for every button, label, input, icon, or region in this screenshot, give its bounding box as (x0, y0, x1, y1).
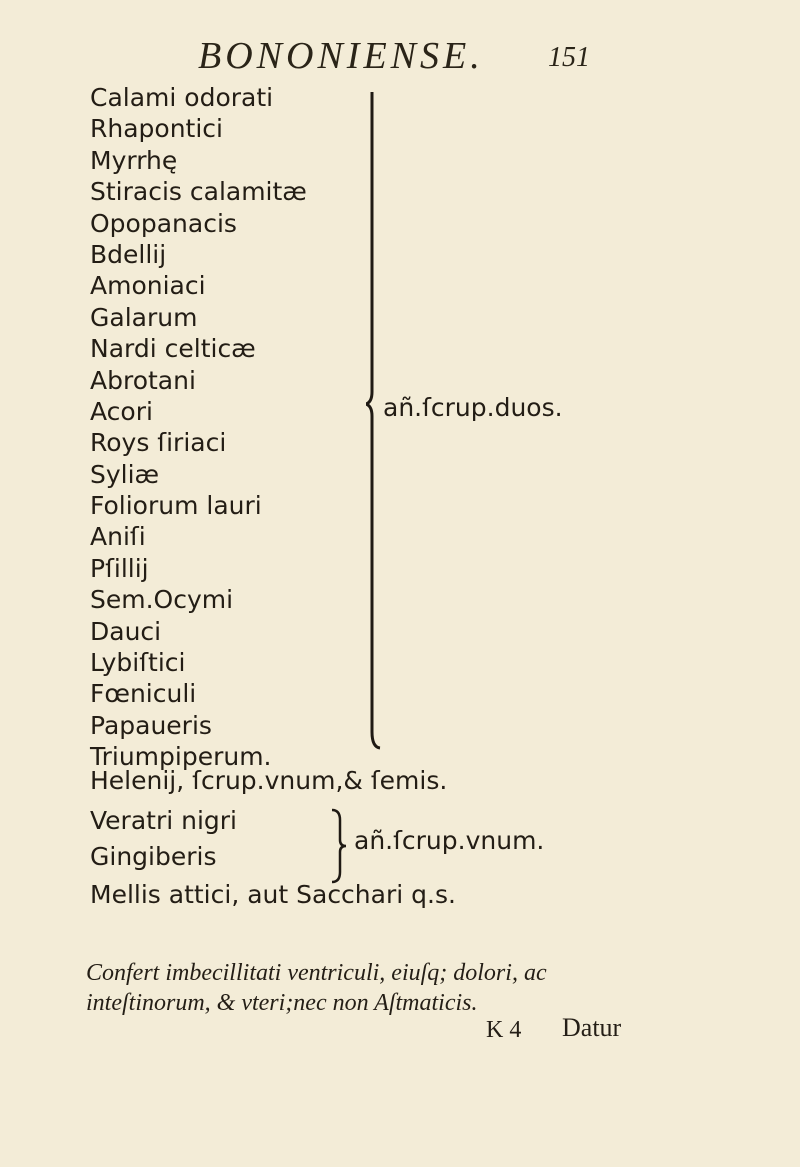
note-line: Confert imbecillitati ventriculi, eiuſq; dolori, ac (86, 960, 547, 986)
ingredient-list (90, 82, 380, 773)
running-title: BONONIENSE. (198, 35, 484, 77)
ingredient-item: Calami odorati (90, 83, 274, 112)
group2-dose: añ.ſcrup.vnum. (354, 826, 545, 855)
ingredient-item: Aniſi (90, 522, 146, 552)
ingredient-item: Acori (90, 396, 153, 426)
ingredient-item: Stiracis calamitæ (90, 177, 307, 207)
ingredient-item: Triumpiperum. (90, 742, 272, 772)
ingredient-item: Papaueris (90, 710, 212, 740)
signature-mark: K 4 (486, 1017, 522, 1043)
ingredient-item: Lybiſtici (90, 648, 186, 678)
group2-item: Veratri nigri (90, 806, 237, 835)
ingredient-item: Nardi celticæ (90, 334, 256, 364)
group2-item: Gingiberis (90, 842, 217, 871)
grouping-brace (366, 92, 384, 752)
ingredient-item: Rhapontici (90, 114, 223, 144)
ingredient-item: Galarum (90, 302, 198, 332)
dose-main: añ.ſcrup.duos. (383, 393, 563, 422)
ingredient-item: Fœniculi (90, 679, 197, 709)
ingredient-item: Roys ſiriaci (90, 428, 227, 458)
ingredient-item: Bdellij (90, 239, 167, 269)
page-number: 151 (548, 42, 590, 73)
catchword: Datur (562, 1013, 622, 1042)
ingredient-item: Sem.Ocymi (90, 585, 234, 615)
small-brace (330, 806, 348, 884)
ingredient-item: Opopanacis (90, 208, 237, 238)
ingredient-item: Dauci (90, 616, 162, 646)
note-line: inteſtinorum, & vteri;nec non Aſtmaticis. (86, 990, 478, 1016)
ingredient-item: Myrrhę (90, 145, 178, 175)
ingredient-item: Abrotani (90, 365, 196, 395)
heleni-line: Helenij, ſcrup.vnum,& ſemis. (90, 766, 448, 795)
ingredient-item: Foliorum lauri (90, 491, 262, 521)
ingredient-item: Pſillij (90, 553, 149, 583)
mellis-line: Mellis attici, aut Sacchari q.s. (90, 880, 456, 909)
ingredient-item: Syliæ (90, 459, 160, 489)
ingredient-item: Amoniaci (90, 271, 206, 301)
